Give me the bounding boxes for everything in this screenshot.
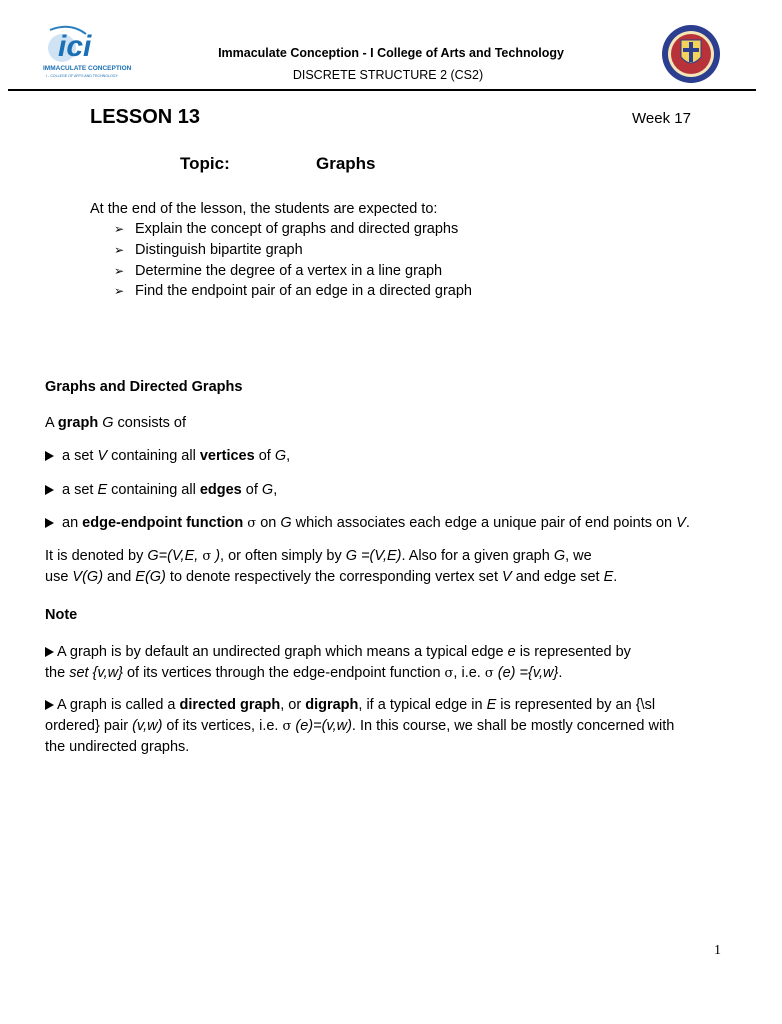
topic-value: Graphs — [316, 154, 376, 173]
objective-item: ➢ Find the endpoint pair of an edge in a directed graph — [114, 283, 472, 299]
paragraph-graph-definition: A graph G consists of — [45, 415, 187, 431]
topic-label: Topic: — [180, 154, 230, 173]
course-name: DISCRETE STRUCTURE 2 (CS2) — [292, 68, 484, 82]
college-seal-right — [660, 25, 724, 85]
objectives-intro: At the end of the lesson, the students are expected to: — [90, 201, 438, 217]
svg-text:I - COLLEGE OF ARTS AND TECHNO: I - COLLEGE OF ARTS AND TECHNOLOGY — [46, 74, 118, 78]
note-undirected: A graph is by default an undirected graph which means a typical edge e is represented by the set {v,w} of its vertices through the edge-endpoint function σ, i.e. σ (e) ={v,w}. — [45, 644, 631, 681]
arrow-bullet-icon: ➢ — [114, 243, 125, 257]
objective-item: ➢ Explain the concept of graphs and directed graphs — [114, 221, 459, 237]
section-heading: Graphs and Directed Graphs — [45, 379, 243, 395]
triangle-bullet-icon — [45, 518, 54, 528]
svg-text:IMMACULATE CONCEPTION: IMMACULATE CONCEPTION — [43, 65, 132, 72]
bullet-edges: a set E containing all edges of G, — [45, 480, 725, 501]
seal-icon — [660, 25, 724, 85]
page-number: 1 — [714, 943, 721, 958]
arrow-bullet-icon: ➢ — [114, 284, 125, 298]
objective-item: ➢ Distinguish bipartite graph — [114, 242, 303, 258]
triangle-bullet-icon — [45, 647, 54, 657]
note-directed: A graph is called a directed graph, or digraph, if a typical edge in E is represented by an {\sl ordered} pair (v,w) of its vertices, i.e. σ (e)=(v,w). In this course, we shall be mostly concerned with the undirected graphs. — [45, 697, 675, 755]
objective-item: ➢ Determine the degree of a vertex in a line graph — [114, 263, 443, 279]
triangle-bullet-icon — [45, 485, 54, 495]
header-divider — [8, 89, 756, 91]
lesson-title: LESSON 13 — [90, 106, 201, 128]
arrow-bullet-icon: ➢ — [114, 264, 125, 278]
paragraph-notation: It is denoted by G=(V,E, σ ), or often simply by G =(V,E). Also for a given graph G, we use V(G) and E(G) to denote respectively the corresponding vertex set V and edge set E. — [45, 548, 618, 585]
note-heading: Note — [45, 607, 78, 623]
bullet-vertices: a set V containing all vertices of G, — [45, 446, 725, 467]
triangle-bullet-icon — [45, 700, 54, 710]
week-label: Week 17 — [632, 110, 691, 127]
svg-text:ici: ici — [58, 30, 92, 63]
bullet-edge-endpoint-function: an edge-endpoint function σ on G which associates each edge a unique pair of end points on V. — [45, 513, 745, 534]
school-name: Immaculate Conception - I College of Arts and Technology — [218, 46, 564, 60]
arrow-bullet-icon: ➢ — [114, 222, 125, 236]
triangle-bullet-icon — [45, 451, 54, 461]
